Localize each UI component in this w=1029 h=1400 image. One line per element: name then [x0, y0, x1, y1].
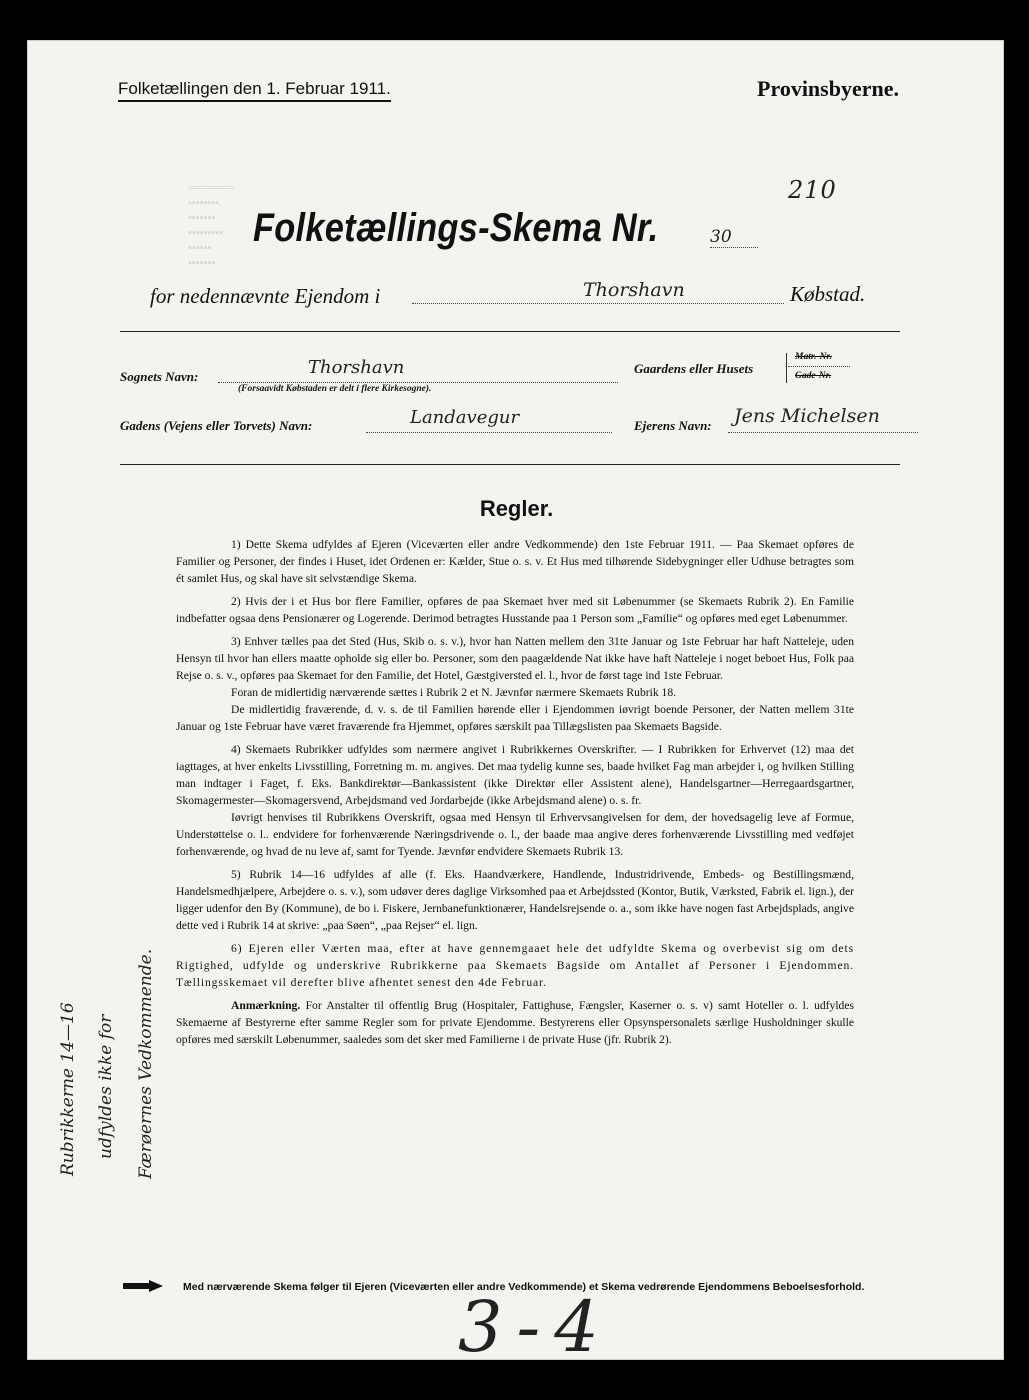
footnote: Med nærværende Skema følger til Ejeren (Viceværten eller andre Vedkommende) et Skema vedrørende Ejendommens Beboelsesforhold.	[183, 1281, 865, 1293]
schema-number-line	[710, 247, 758, 248]
street-line	[366, 432, 612, 433]
divider-bottom	[120, 464, 900, 465]
region-header: Provinsbyerne.	[757, 76, 899, 101]
remark-text: For Anstalter til offentlig Brug (Hospitaler, Fattighuse, Fængsler, Kaserner o. s. v) samt Hoteller o. l. udfyldes Skemaerne af Bestyrerne efter samme Regler som for private Ejendomme. Bestyrerens eller Opsynspersonalets særlige Husholdninger skulle opføres med særskilt Løbenummer, saaledes som det sker med Familierne i de private Huse (jfr. Rubrik 2).	[176, 999, 854, 1046]
margin-note-3: Færøernes Vedkommende.	[136, 948, 156, 1179]
rule-4-more: Iøvrigt henvises til Rubrikkens Overskrift, ogsaa med Hensyn til Erhvervsangivelsen for dem, der hovedsagelig leve af Formue, Understøttelse o. l.. endvidere for forhenværende Næringsdrivende o. l., der baade maa angive deres forhenværende Livsstilling med vedføjet forhenværende, og hvad de nu leve af, samt for Tyende. Jævnfør endvidere Skemaets Rubrik 13.	[176, 811, 854, 858]
street-label: Gadens (Vejens eller Torvets) Navn:	[120, 418, 313, 433]
rules-heading: Regler.	[479, 496, 554, 521]
parish-value: Thorshavn	[308, 357, 405, 378]
parish-line	[218, 382, 618, 383]
matr-line	[788, 366, 850, 367]
street-value: Landavegur	[410, 407, 520, 428]
town-line	[412, 303, 784, 304]
parish-note: (Forsaavidt Købstaden er delt i flere Kirkesogne).	[238, 384, 432, 394]
form-title: Folketællings-Skema Nr.	[253, 206, 659, 250]
remark-label: Anmærkning.	[231, 999, 301, 1012]
property-suffix: Købstad.	[790, 282, 866, 306]
pointing-hand-icon	[123, 1279, 165, 1293]
rule-2: 2) Hvis der i et Hus bor flere Familier, opføres de paa Skemaet hver med sit Løbenummer (se Skemaets Rubrik 2). En Familie indbefatter ogsaa dens Pensionærer og Logerende. Derimod betragtes Husstande paa 1 Person som „Familie“ og opføres med eget Løbenummer.	[176, 595, 854, 625]
owner-label: Ejerens Navn:	[634, 418, 712, 433]
rule-4: 4) Skemaets Rubrikker udfyldes som nærmere angivet i Rubrikkernes Overskrifter. — I Rubrikken for Erhvervet (12) maa det iagttages, at hver enkelts Livsstilling, Forretning m. m. angives. Det maa tydelig kunne ses, baade hvilket Fag man arbejder i, og hvilken Stilling man indtager i Faget, f. Eks. Bankdirektør—Bankassistent (ikke Direktør eller Assistent alene), Handelsgartner—Herregaardsgartner, Skomagermester—Skomagersvend, Arbejdsmand ved Jordarbejde (ikke Arbejdsmand alene) o. s. fr.	[176, 743, 854, 807]
owner-line	[728, 432, 918, 433]
bleed-through-text: ══════ ▪▪▪▪▪▪▪▪ ▪▪▪▪▪▪▪ ▪▪▪▪▪▪▪▪▪ ▪▪▪▪▪▪ ▪▪▪▪▪▪▪	[188, 182, 235, 269]
bracket	[786, 353, 787, 383]
rule-3-n-note: Foran de midlertidig nærværende sættes i Rubrik 2 et N. Jævnfør nærmere Skemaets Rubrik 18.	[231, 686, 677, 699]
schema-number: 30	[710, 227, 732, 247]
divider-top	[120, 331, 900, 332]
owner-value: Jens Michelsen	[734, 405, 880, 427]
census-date-header: Folketællingen den 1. Februar 1911.	[118, 79, 391, 102]
rule-5: 5) Rubrik 14—16 udfyldes af alle (f. Eks. Haandværkere, Handlende, Industridrivende, Embeds- og Bestillingsmænd, Handelsmedhjælpere, Arbejdere o. s. v.), som udøver deres daglige Virksomhed paa et Arbejdssted (Kontor, Butik, Værksted, Fabrik el. lign.), der ligger udenfor den By (Kommune), de bo i. Fiskere, Jernbanefunktionærer, Handelsrejsende o. a., som ikke have nogen fast Arbejdsplads, angive dette ved i Rubrik 14 at skrive: „paa Søen“, „paa Rejser“ el. lign.	[176, 868, 854, 932]
margin-note-1: Rubrikkerne 14—16	[58, 1002, 78, 1176]
rule-1: 1) Dette Skema udfyldes af Ejeren (Viceværten eller andre Vedkommende) den 1ste Februar 1911. — Paa Skemaet opføres de Familier og Personer, der findes i Huset, idet Ordenen er: Kælder, Stue o. s. v. Et Hus med tilhørende Sidebygninger eller Udhuse betragtes som ét samlet Hus, og skal have sit selvstændige Skema.	[176, 538, 854, 585]
rule-3-absent: De midlertidig fraværende, d. v. s. de til Familien hørende eller i Ejendommen iøvrigt boende Personer, der Natten mellem 31te Januar og 1ste Februar have været fraværende fra Hjemmet, opføres særskilt paa Tillægslisten paa Skemaets Bagside.	[176, 703, 854, 733]
rules-body	[176, 536, 854, 1054]
census-form-page	[27, 40, 1004, 1368]
town-value: Thorshavn	[583, 279, 685, 301]
stamped-number: 210	[788, 176, 837, 204]
rule-3: 3) Enhver tælles paa det Sted (Hus, Skib o. s. v.), hvor han Natten mellem den 31te Januar og 1ste Februar har haft Natteleje, uden Hensyn til hvor han ellers maatte opholde sig eller bo. Personer, som den paagældende Nat ikke have haft Natteleje i noget beboet Hus, Folk paa Rejse o. s. v., opføres paa Skemaet for den Familie, det Hotel, Gæstgiversted el. l., hvor de først tage ind 1ste Februar.	[176, 635, 854, 682]
house-label: Gaardens eller Husets	[634, 361, 754, 376]
bottom-handwritten-number: 3-4	[458, 1286, 613, 1368]
property-prefix: for nedennævnte Ejendom i	[150, 284, 381, 308]
gade-nr-label: Gade-Nr.	[795, 371, 832, 381]
remark	[176, 997, 854, 1048]
parish-label: Sognets Navn:	[120, 369, 199, 384]
margin-note-2: udfyldes ikke for	[96, 1014, 116, 1159]
rule-6: 6) Ejeren eller Værten maa, efter at have gennemgaaet hele det udfyldte Skema og overbevist sig om dets Rigtighed, udfylde og underskrive Rubrikkerne paa Skemaets Bagside om Antallet af Personer i Ejendommen. Tællingsskemaet vil derefter blive afhentet senest den 4de Februar.	[176, 942, 854, 989]
matr-nr-label: Matr.-Nr.	[795, 352, 832, 362]
